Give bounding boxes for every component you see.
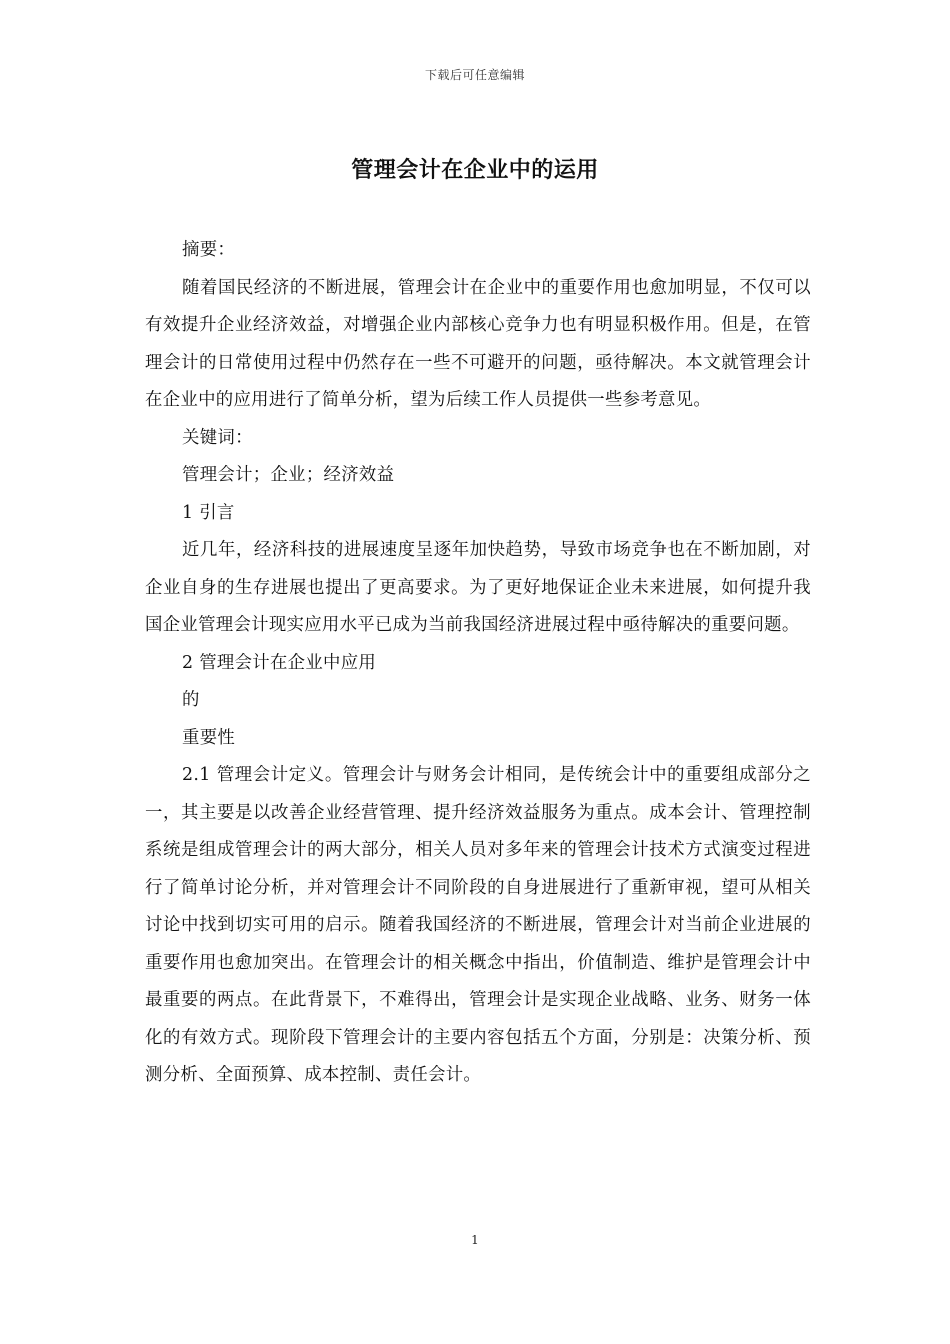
- section-heading-importance-line3: 重要性: [182, 727, 236, 748]
- page-number: 1: [471, 1233, 479, 1247]
- abstract-heading: 摘要：: [182, 240, 236, 260]
- introduction-paragraph: 近几年，经济科技的进展速度呈逐年加快趋势，导致市场竞争也在不断加剧，对企业自身的生存进展也提出了更高要求。为了更好地保证企业未来进展，如何提升我国企业管理会计现实应用水平已成为当前我国经济进展过程中亟待解决的重要问题。: [145, 540, 811, 635]
- section-heading-importance-line2: 的: [182, 690, 200, 710]
- keywords-heading: 关键词：: [182, 427, 253, 448]
- document-title: 管理会计在企业中的运用: [351, 158, 599, 183]
- document-body: [145, 232, 811, 1095]
- definition-paragraph: 2.1 管理会计定义。管理会计与财务会计相同，是传统会计中的重要组成部分之一，其主要是以改善企业经营管理、提升经济效益服务为重点。成本会计、管理控制系统是组成管理会计的两大部分，相关人员对多年来的管理会计技术方式演变过程进行了简单讨论分析，并对管理会计不同阶段的自身进展进行了重新审视，望可从相关讨论中找到切实可用的启示。随着我国经济的不断进展，管理会计对当前企业进展的重要作用也愈加突出。在管理会计的相关概念中指出，价值制造、维护是管理会计中最重要的两点。在此背景下，不难得出，管理会计是实现企业战略、业务、财务一体化的有效方式。现阶段下管理会计的主要内容包括五个方面，分别是：决策分析、预测分析、全面预算、成本控制、责任会计。: [145, 765, 811, 1085]
- header-note: 下载后可任意编辑: [424, 68, 525, 82]
- section-heading-importance: 2 管理会计在企业中应用: [182, 652, 377, 673]
- keywords-text: 管理会计；企业；经济效益: [182, 465, 395, 485]
- section-heading-introduction: 1 引言: [182, 502, 235, 523]
- abstract-paragraph: 随着国民经济的不断进展，管理会计在企业中的重要作用也愈加明显，不仅可以有效提升企业经济效益，对增强企业内部核心竞争力也有明显积极作用。但是，在管理会计的日常使用过程中仍然存在一些不可避开的问题，亟待解决。本文就管理会计在企业中的应用进行了简单分析，望为后续工作人员提供一些参考意见。: [145, 277, 811, 410]
